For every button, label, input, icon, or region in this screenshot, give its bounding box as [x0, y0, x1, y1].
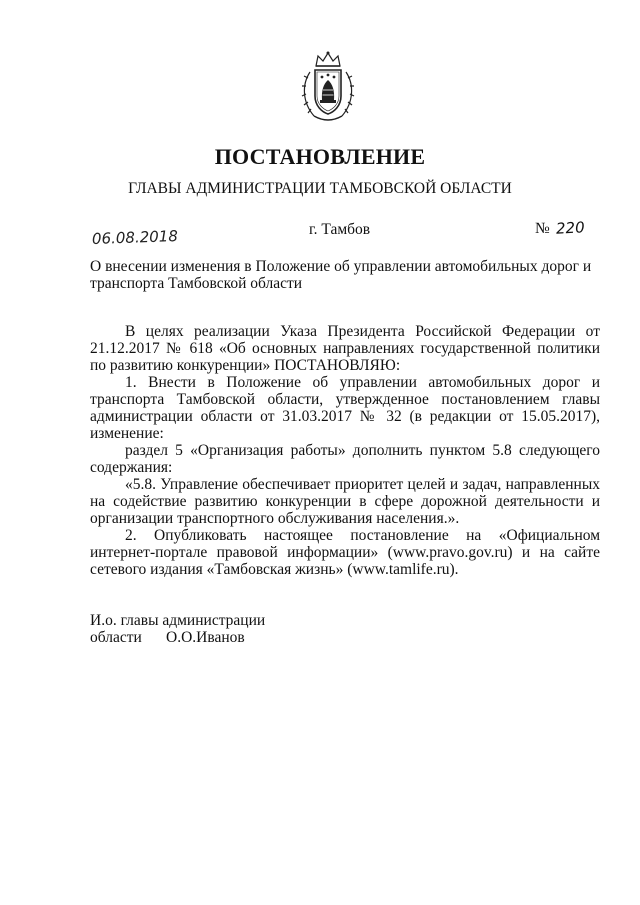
body-paragraph: «5.8. Управление обеспечивает приоритет целей и задач, направленных на содействие развитию конкуренции в сфере дорожной деятельности и организации транспортного обслуживания населения.».: [90, 476, 600, 527]
body-paragraph: В целях реализации Указа Президента Российской Федерации от 21.12.2017 № 618 «Об основных направлениях государственной политики по развитию конкуренции» ПОСТАНОВЛЯЮ:: [90, 323, 600, 374]
body-paragraph: 1. Внести в Положение об управлении автомобильных дорог и транспорта Тамбовской области, утвержденное постановлением главы администрации области от 31.03.2017 № 32 (в редакции от 15.05.2017), изменение:: [90, 374, 600, 442]
document-issuer: ГЛАВЫ АДМИНИСТРАЦИИ ТАМБОВСКОЙ ОБЛАСТИ: [128, 180, 512, 197]
number-value: 220: [555, 218, 585, 238]
signatory-title: И.о. главы администрации: [90, 612, 266, 629]
signature-block: [90, 612, 390, 646]
document-body: [90, 323, 600, 578]
signatory-name: О.О.Иванов: [166, 629, 245, 646]
document-title: ПОСТАНОВЛЕНИЕ: [214, 144, 426, 169]
tambov-coat-of-arms-icon: [296, 50, 360, 126]
document-city: г. Тамбов: [309, 221, 371, 238]
signatory-line: [90, 629, 390, 646]
body-paragraph: раздел 5 «Организация работы» дополнить пунктом 5.8 следующего содержания:: [90, 442, 600, 476]
signatory-org: области: [90, 629, 142, 646]
document-number: [535, 219, 584, 238]
document-date: 06.08.2018: [91, 227, 179, 248]
body-paragraph: 2. Опубликовать настоящее постановление на «Официальном интернет-портале правовой информации» (www.pravo.gov.ru) и на сайте сетевого издания «Тамбовская жизнь» (www.tamlife.ru).: [90, 527, 600, 578]
number-label: №: [535, 220, 550, 237]
document-subject: О внесении изменения в Положение об управлении автомобильных дорог и транспорта Тамбовской области: [90, 258, 592, 292]
